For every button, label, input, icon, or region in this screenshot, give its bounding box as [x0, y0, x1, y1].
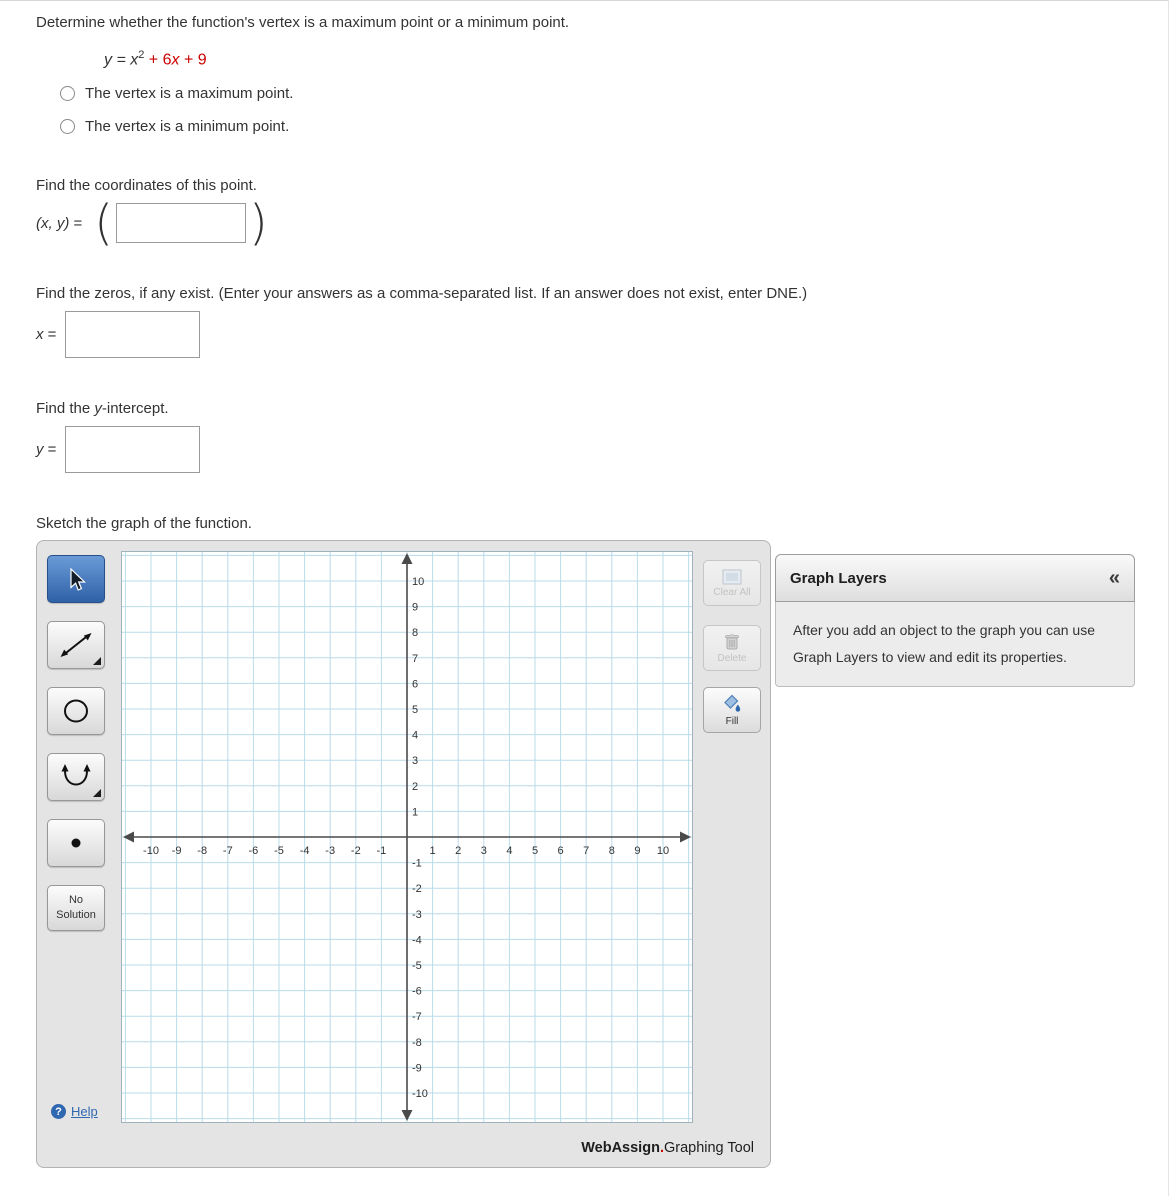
help-icon: ? [51, 1104, 66, 1119]
ellipse-icon [62, 698, 90, 724]
pointer-icon [63, 566, 89, 593]
y-intercept-answer-row [36, 426, 1168, 473]
pointer-tool-button[interactable] [47, 555, 105, 603]
parabola-tool-button[interactable] [47, 753, 105, 801]
webassign-branding: WebAssign . Graphing Tool [581, 1140, 754, 1157]
tool-side-buttons [703, 551, 761, 733]
trash-icon [724, 633, 740, 651]
svg-text:5: 5 [531, 845, 539, 858]
graph-canvas[interactable] [121, 551, 693, 1123]
svg-text:-1: -1 [412, 857, 422, 870]
fill-button[interactable] [703, 687, 761, 733]
svg-text:-7: -7 [412, 1011, 422, 1024]
fill-icon [722, 694, 742, 714]
paren-close: ) [249, 195, 268, 252]
equation-exponent: 2 [138, 49, 145, 61]
coords-answer-row [36, 195, 1168, 252]
graph-grid [122, 552, 692, 1122]
y-intercept-label: y = [36, 441, 57, 459]
clear-all-button[interactable] [703, 560, 761, 606]
svg-text:-10: -10 [412, 1088, 428, 1101]
svg-text:-5: -5 [412, 960, 422, 973]
svg-text:7: 7 [412, 653, 419, 666]
graphing-tool-area [36, 540, 1168, 1168]
menu-corner-icon [93, 789, 101, 797]
svg-text:2: 2 [412, 781, 419, 794]
function-equation [104, 49, 1168, 69]
paren-open: ( [94, 195, 113, 252]
graph-layers-panel [775, 554, 1135, 686]
zeros-answer-row [36, 311, 1168, 358]
svg-text:8: 8 [608, 845, 615, 858]
zeros-prompt: Find the zeros, if any exist. (Enter your answers as a comma-separated list. If an answer does not exist, enter DNE.) [36, 285, 808, 303]
radio-maximum[interactable] [60, 86, 75, 101]
svg-text:1: 1 [412, 806, 419, 819]
svg-text:9: 9 [634, 845, 641, 858]
coords-label: (x, y) = [36, 214, 83, 232]
zeros-input[interactable] [65, 311, 200, 358]
svg-text:7: 7 [583, 845, 590, 858]
svg-text:-4: -4 [412, 934, 422, 947]
svg-text:-8: -8 [197, 845, 208, 858]
y-intercept-prompt: Find the y-intercept. [36, 400, 169, 418]
option-minimum[interactable] [60, 118, 1168, 135]
svg-text:-6: -6 [248, 845, 259, 858]
svg-text:9: 9 [412, 601, 419, 614]
point-icon [69, 836, 83, 850]
svg-text:-2: -2 [412, 883, 422, 896]
equation-tail-x: x [171, 51, 180, 69]
svg-text:-7: -7 [222, 845, 233, 858]
coords-input[interactable] [116, 203, 246, 243]
option-maximum[interactable] [60, 85, 1168, 102]
question-prompt: Determine whether the function's vertex is a maximum point or a minimum point. [36, 14, 570, 31]
option-minimum-label: The vertex is a minimum point. [85, 118, 290, 136]
clear-all-icon [722, 569, 742, 585]
svg-text:-6: -6 [412, 985, 422, 998]
help-label: Help [71, 1104, 98, 1120]
ellipse-tool-button[interactable] [47, 687, 105, 735]
svg-text:10: 10 [412, 576, 425, 589]
graph-layers-description: After you add an object to the graph you can use Graph Layers to view and edit its properties. [775, 602, 1135, 686]
svg-text:3: 3 [412, 755, 419, 768]
svg-text:-9: -9 [171, 845, 182, 858]
svg-text:8: 8 [412, 627, 419, 640]
svg-text:-5: -5 [274, 845, 284, 858]
delete-label: Delete [717, 652, 747, 664]
svg-text:-2: -2 [350, 845, 361, 858]
graph-layers-title: Graph Layers [790, 569, 887, 587]
svg-text:2: 2 [455, 845, 462, 858]
graph-layers-header [775, 554, 1135, 602]
coords-prompt: Find the coordinates of this point. [36, 177, 257, 195]
equation-tail-a: + 6 [144, 51, 172, 69]
menu-corner-icon [93, 657, 101, 665]
svg-text:-10: -10 [143, 845, 159, 858]
svg-text:-3: -3 [325, 845, 336, 858]
equation-main: y = x [104, 51, 139, 69]
point-tool-button[interactable] [47, 819, 105, 867]
delete-button[interactable] [703, 625, 761, 671]
svg-text:-3: -3 [412, 909, 422, 922]
clear-all-label: Clear All [713, 586, 751, 598]
y-intercept-input[interactable] [65, 426, 200, 473]
zeros-label: x = [36, 326, 57, 344]
svg-text:-4: -4 [299, 845, 310, 858]
svg-text:5: 5 [412, 704, 419, 717]
graphing-tool [36, 540, 771, 1168]
svg-text:4: 4 [412, 729, 419, 742]
equation-tail-b: + 9 [179, 51, 207, 69]
svg-text:-8: -8 [412, 1037, 422, 1050]
svg-text:6: 6 [412, 678, 419, 691]
svg-text:-9: -9 [412, 1062, 422, 1075]
svg-text:-1: -1 [376, 845, 387, 858]
tool-palette [47, 551, 105, 1127]
svg-text:10: 10 [656, 845, 670, 858]
svg-text:4: 4 [506, 845, 513, 858]
svg-text:6: 6 [557, 845, 564, 858]
help-link[interactable] [47, 1104, 105, 1119]
collapse-panel-button[interactable]: « [1108, 567, 1120, 590]
option-maximum-label: The vertex is a maximum point. [85, 85, 294, 103]
radio-minimum[interactable] [60, 119, 75, 134]
line-tool-button[interactable] [47, 621, 105, 669]
parabola-icon [59, 761, 93, 793]
fill-label: Fill [725, 715, 739, 727]
svg-text:1: 1 [429, 845, 436, 858]
sketch-prompt: Sketch the graph of the function. [36, 515, 252, 533]
svg-text:3: 3 [480, 845, 487, 858]
line-icon [56, 628, 96, 662]
no-solution-button[interactable]: No Solution [47, 885, 105, 931]
